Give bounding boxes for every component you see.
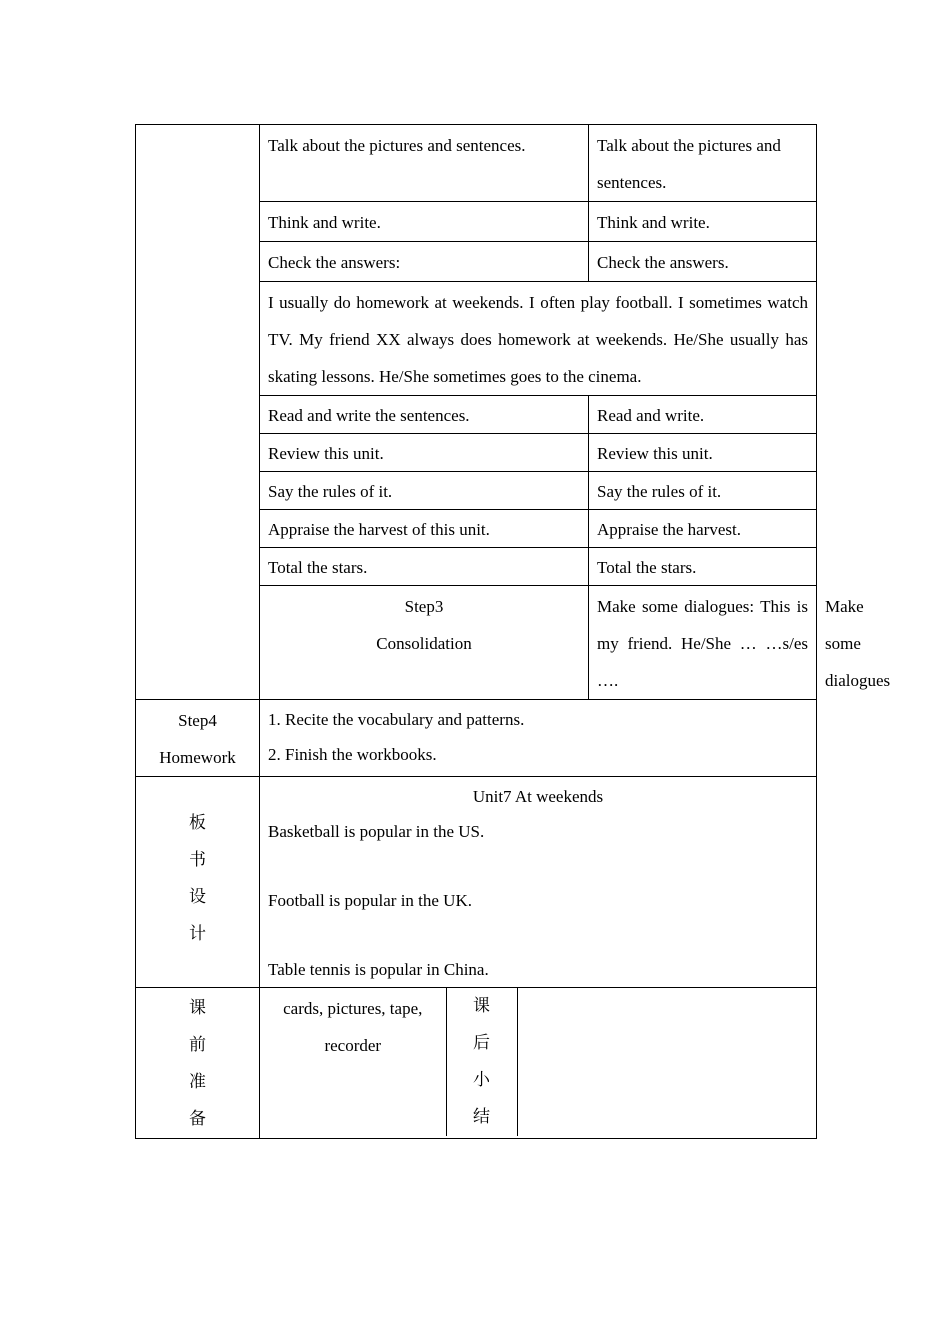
student-activity: Read and write. <box>589 396 817 434</box>
student-activity: Talk about the pictures and sentences. <box>589 125 817 202</box>
homework-item-1: 1. Recite the vocabulary and patterns. <box>268 710 525 729</box>
summary-label-char: 课 <box>473 996 490 1016</box>
board-label-char: 板 <box>189 813 206 833</box>
board-line-3: Table tennis is popular in China. <box>268 960 489 979</box>
teacher-activity: Review this unit. <box>260 434 589 472</box>
prep-inner-table <box>260 988 816 1136</box>
student-activity: Check the answers. <box>589 242 817 282</box>
step3-row: Step3 Consolidation Make some dialogues: This is my friend. He/She … …s/es …. Make some dialogues <box>136 586 817 700</box>
prep-label-char: 准 <box>189 1072 206 1092</box>
prep-content <box>260 988 817 1139</box>
materials: cards, pictures, tape, recorder <box>260 988 446 1136</box>
board-label-char: 计 <box>189 924 206 944</box>
student-activity: Total the stars. <box>589 548 817 586</box>
board-label-char: 书 <box>189 850 206 870</box>
step4-label-line2: Homework <box>159 748 236 767</box>
teacher-activity: Say the rules of it. <box>260 472 589 510</box>
step4-label-line1: Step4 <box>178 711 217 730</box>
prep-label <box>136 988 260 1139</box>
board-title: Unit7 At weekends <box>472 787 604 806</box>
board-line-2: Football is popular in the UK. <box>268 891 472 910</box>
student-activity: Review this unit. <box>589 434 817 472</box>
prep-label-char: 备 <box>189 1109 206 1129</box>
summary-label-char: 后 <box>473 1033 490 1053</box>
homework-item-2: 2. Finish the workbooks. <box>268 745 437 764</box>
student-activity: Think and write. <box>589 202 817 242</box>
student-activity: Appraise the harvest. <box>589 510 817 548</box>
teacher-activity: Total the stars. <box>260 548 589 586</box>
board-line-1: Basketball is popular in the US. <box>268 822 485 841</box>
summary-label-char: 结 <box>473 1107 490 1127</box>
board-spacer <box>268 918 808 952</box>
lesson-plan-table <box>135 124 891 1139</box>
step-label-cell-empty <box>136 125 260 700</box>
teacher-activity: Talk about the pictures and sentences. <box>260 125 589 202</box>
prep-row <box>136 988 817 1139</box>
answer-paragraph: I usually do homework at weekends. I often play football. I sometimes watch TV. My friend XX always does homework at weekends. He/She usually has skating lessons. He/She sometimes goes to the cinema. <box>260 282 817 396</box>
student-activity: Say the rules of it. <box>589 472 817 510</box>
homework-list <box>260 700 817 777</box>
step3-teacher-activity: Make some dialogues: This is my friend. He/She … …s/es …. <box>589 586 817 700</box>
table-row <box>136 125 817 202</box>
board-label-char: 设 <box>189 887 206 907</box>
prep-label-char: 前 <box>189 1035 206 1055</box>
step3-label-line1: Step3 <box>404 597 444 616</box>
board-spacer <box>268 849 808 883</box>
teacher-activity: Think and write. <box>260 202 589 242</box>
step4-row <box>136 700 817 777</box>
summary-content <box>517 988 816 1136</box>
board-design-label <box>136 777 260 988</box>
step3-label-line2: Consolidation <box>376 634 472 653</box>
step3-label <box>260 586 589 700</box>
summary-label-char: 小 <box>473 1070 490 1090</box>
board-design-content <box>260 777 817 988</box>
teacher-activity: Check the answers: <box>260 242 589 282</box>
summary-label <box>446 988 517 1136</box>
teacher-activity: Appraise the harvest of this unit. <box>260 510 589 548</box>
step4-label <box>136 700 260 777</box>
prep-label-char: 课 <box>189 998 206 1018</box>
teacher-activity: Read and write the sentences. <box>260 396 589 434</box>
board-design-row <box>136 777 817 988</box>
